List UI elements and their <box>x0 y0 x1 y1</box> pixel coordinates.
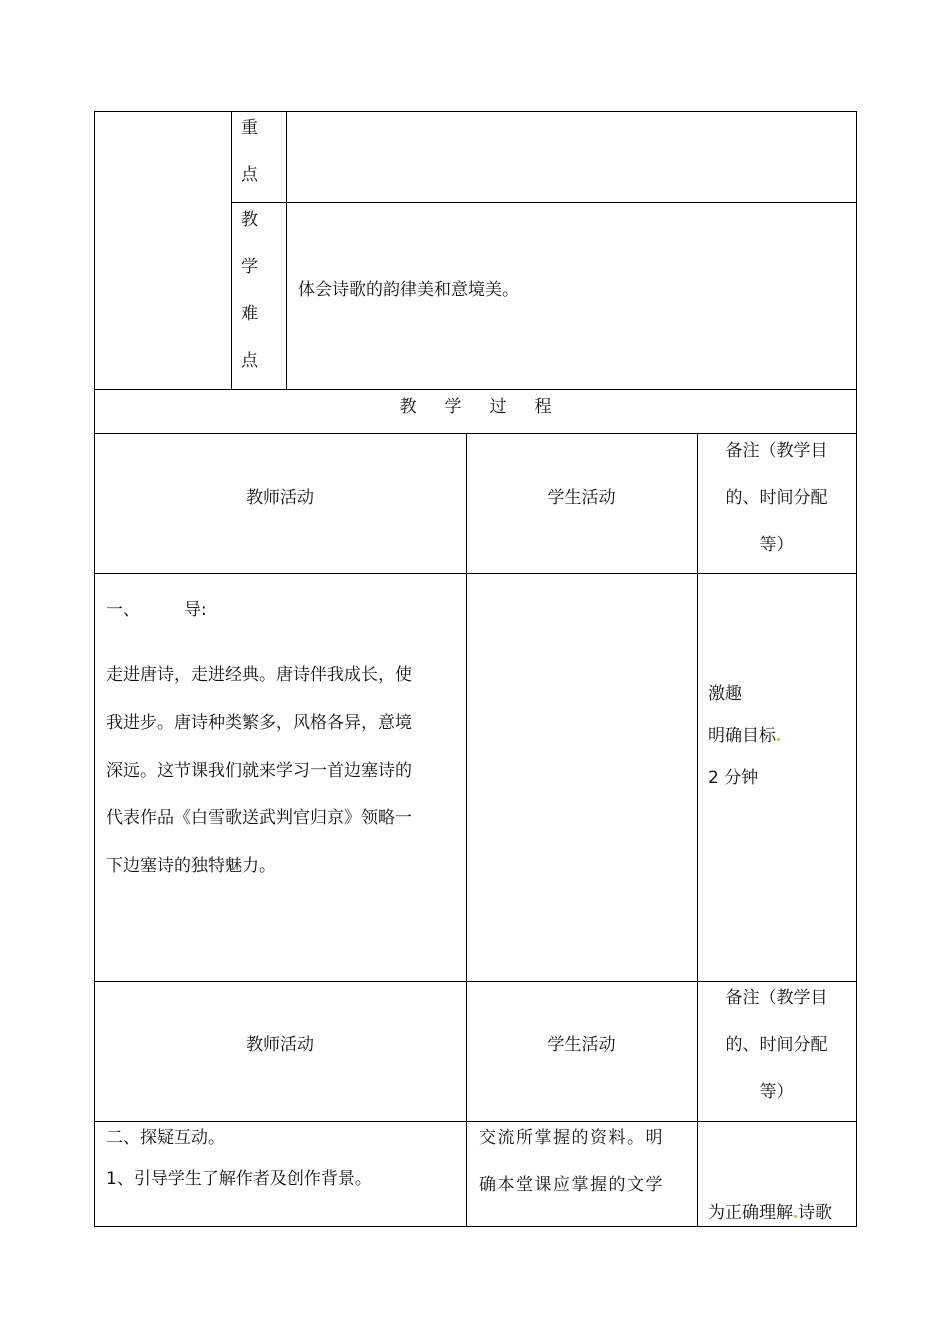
section1-note-1: 激趣 <box>708 684 742 704</box>
section2-note <box>708 1203 832 1223</box>
student-header-1: 学生活动 <box>547 488 616 508</box>
nandian-text: 体会诗歌的韵律美和意境美。 <box>298 280 519 300</box>
section1-note-3: 2 分钟 <box>708 768 759 788</box>
section1-note-2: 明确目标 <box>708 726 776 746</box>
process-header-char-3: 过 <box>489 397 507 417</box>
section2-student-line-2: 确本堂课应掌握的文学 <box>479 1175 664 1195</box>
process-header-char-1: 教 <box>399 397 417 417</box>
label-nandian-1: 教 <box>241 210 258 230</box>
row-divider-zhongdian <box>231 202 857 203</box>
notes-header-2-line1: 备注（教学目 <box>725 988 828 1008</box>
process-header-char-4: 程 <box>534 397 552 417</box>
col-divider-label-left <box>231 111 232 390</box>
label-zhongdian-1: 重 <box>241 118 258 138</box>
section2-heading: 二、探疑互动。 <box>106 1128 225 1148</box>
notes-header-1-line1: 备注（教学目 <box>725 441 828 461</box>
row-divider-headers-2 <box>94 981 857 982</box>
section1-line-4: 代表作品《白雪歌送武判官归京》领略一 <box>106 808 412 828</box>
notes-header-2-line3: 等） <box>759 1082 794 1102</box>
label-nandian-3: 难 <box>241 304 258 324</box>
label-nandian-4: 点 <box>241 351 258 371</box>
section2-note-a: 为正确理解 <box>708 1203 793 1223</box>
mark-dot <box>794 1215 797 1218</box>
section1-note-2-wrap <box>708 726 781 746</box>
section2-student-line-1: 交流所掌握的资料。明 <box>479 1128 664 1148</box>
student-header-2: 学生活动 <box>547 1035 616 1055</box>
notes-header-2-line2: 的、时间分配 <box>725 1035 828 1055</box>
section1-line-5: 下边塞诗的独特魅力。 <box>106 856 276 876</box>
label-nandian-2: 学 <box>241 257 258 277</box>
label-zhongdian-2: 点 <box>241 165 258 185</box>
mark-dot <box>777 738 780 741</box>
teacher-header-2: 教师活动 <box>246 1035 314 1055</box>
row-divider-headers-1 <box>94 433 857 434</box>
teacher-header-1: 教师活动 <box>246 488 314 508</box>
row-divider-process <box>94 389 857 390</box>
table-border-bottom <box>94 1226 857 1227</box>
section2-note-b: 诗歌 <box>798 1203 832 1223</box>
row-divider-section2 <box>94 1121 857 1122</box>
table-border-left <box>94 111 95 1227</box>
section2-item-1: 1、引导学生了解作者及创作背景。 <box>106 1169 372 1189</box>
section1-heading-text: 导: <box>184 600 207 620</box>
notes-header-1-line2: 的、时间分配 <box>725 488 828 508</box>
section1-heading-num: 一、 <box>106 600 140 620</box>
section1-line-3: 深远。这节课我们就来学习一首边塞诗的 <box>106 761 412 781</box>
col-divider-teacher-student <box>466 433 467 1227</box>
notes-header-1-line3: 等） <box>759 535 794 555</box>
row-divider-section1 <box>94 573 857 574</box>
table-border-right <box>856 111 857 1227</box>
process-header-char-2: 学 <box>444 397 462 417</box>
table-border-top <box>94 111 857 112</box>
section1-line-1: 走进唐诗，走进经典。唐诗伴我成长，使 <box>106 665 412 685</box>
col-divider-label-right <box>286 111 287 390</box>
process-header <box>94 397 857 417</box>
section1-line-2: 我进步。唐诗种类繁多，风格各异，意境 <box>106 713 412 733</box>
